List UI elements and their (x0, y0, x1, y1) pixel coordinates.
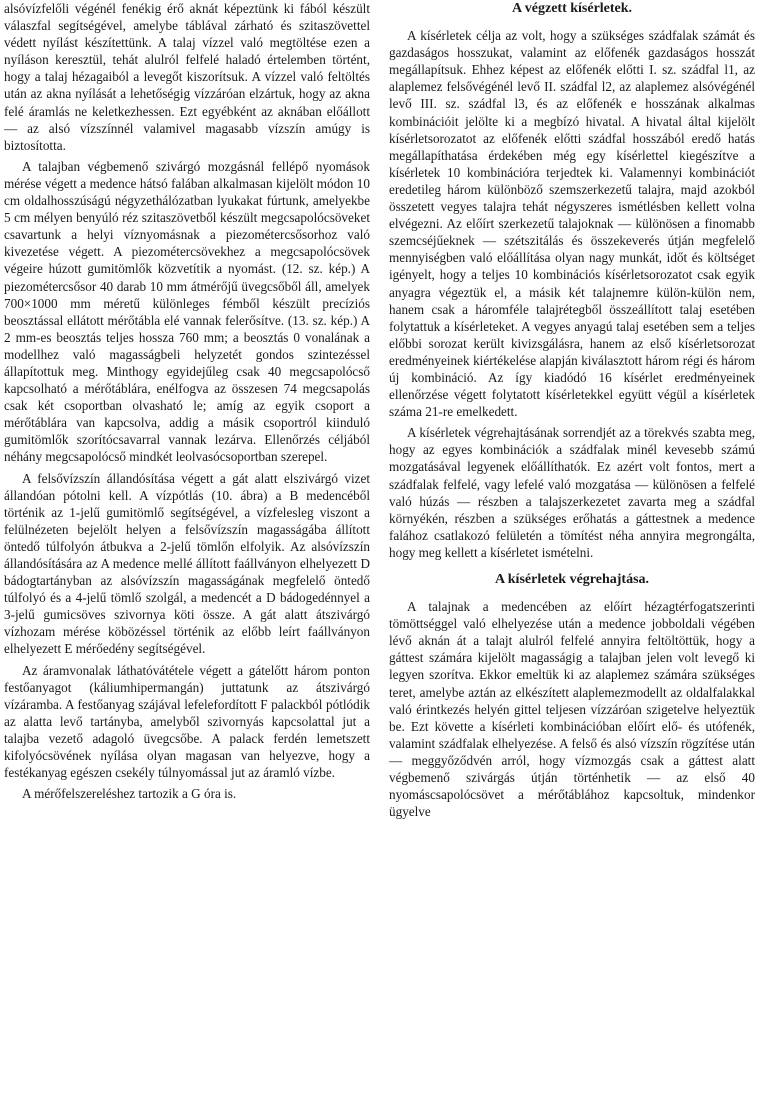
paragraph-clock: A mérőfelszereléshez tartozik a G óra is. (22, 786, 237, 802)
paragraph-streamlines: Az áramvonalak láthatóvátétele végett a gátelőtt három ponton festőanyagot (káliumhipermangán) juttatunk az átszivárgó vízáramba. A festőanyag szájával lefelefordított F palackból pótlódik az alatta levő tartányba, amelyből szivornyás kapcsolattal jut a talajba vezető adagoló üvegcsőbe. A palack ferdén lemetszett kifolyócsövének nyílása olyan magasan van helyezve, hogy a festékanyag egészen csekély túlnyomással jut az áramló vízbe. (4, 662, 370, 781)
paragraph-piezometer: A talajban végbemenő szivárgó mozgásnál fellépő nyomások mérése végett a medence hátsó falában alkalmasan kijelölt módon 10 cm oldalhosszúságú négyzethálózatban lyukakat fúrtunk, amelyekbe 5 cm mélyen benyúló réz szitaszövetből készült megcsapolócsöveket csavartunk a helyi víznyomásnak a piezométercsősorhoz való kivezetése végett. A piezométercsövekhez a megcsapolócsövek végeire húzott gumitömlők közvetítik a nyomást. (12. sz. kép.) A piezométercsősor 40 darab 10 mm átmérőjű üvegcsőből áll, amelyek 700×1000 mm méretű különleges fémből készült precíziós beosztással ellátott mérőtábla elé vannak felerősítve. (13. sz. kép.) A 2 mm-es beosztás teljes hossza 760 mm; a beosztás 0 vonalának a modellhez való magasságbeli helyzetét gondos szintezéssel állapítottuk meg. Minthogy egyidejűleg csak 40 megcsapolócső kapcsolható a mérőtáblára, enélfogva az összesen 74 megcsapolás csak két csoportban olvasható le; amíg az egyik csoport a mérőtáblára van kapcsolva, addig a másik csoportról kiinduló gumitömlők szorítócsavarral vannak lezárva. Ellenőrzés céljából néhány megcsapolócső mindkét leolvasócsoportban szerepel. (4, 158, 370, 465)
paragraph-water-level: A felsővízszín állandósítása végett a gát alatt elszivárgó vizet állandóan pótolni kell. A vízpótlás (10. ábra) a B medencéből történik az 1-jelű gumitömlő segítségével, a vízfelesleg viszont a felülnézeten bejelölt helyen a felsővízszín magasságába állított öntedő túlfolyón átbukva a 2-jelű tömlőn elfolyik. Az alsóvízszín állandósítására az A medence mellé állított faállványon elhelyezett D bádogtartányban az alsóvízszín magasságának megfelelő öntedő túlfolyó és a 4-jelű tömlő szolgál, a medencét a D bádogedénnyel a 3-jelű gumicsöves szivornya köti össze. A gát alatt átszivárgó vízhozam mérése köbözéssel történik az előbb leírt faállványon elhelyezett E mérőedény segítségével. (4, 470, 370, 657)
paragraph-execution: A talajnak a medencében az előírt hézagtérfogatszerinti tömöttséggel való elhelyezése után a medence jobboldali végében lévő aknán át a talajt alulról felfelé annyira feltöltöttük, hogy a gáttest számára kijelölt magasságig a talajban jelen volt levegő ki legyen szorítva. Ekkor emeltük ki az alaplemez számára szükséges teret, amelybe aztán az elkészített alaplemezmodellt az oldalfalakkal való érintkezés helyén gittel teljesen vízzáróan szigetelve helyeztük be. Ezt követte a kísérleti kombinációban előírt elő- és utófenék, valamint szádfalak elhelyezése. A felső és alsó vízszín rögzítése után — meggyőződvén arról, hogy vízmozgás csak a gáttest alatt végbemenő szivárgás útján történhetik — az első 40 nyomáscsapolócsövet a mérőtáblához kapcsoltuk, mindenkor ügyelve (389, 599, 755, 820)
paragraph-continuation: alsóvízfelőli végénél fenékig érő aknát képeztünk ki fából készült válaszfal segítségével, amelybe táblával zárható és szitaszövettel védett nyílást készítettünk. A talaj vízzel való megtöltése ezen a nyíláson keresztül, tehát alulról felfelé haladó értelemben történt, hogy a talaj hézagaiból a levegőt kiszorítsuk. A vízzel való feltöltés után az akna nyílását a lehetőségig vízzáróan elzártuk, hogy az akna felé áramlás ne keletkezhessen. Ezt egyébként az aknában előállott — az alsó vízszínnél valamivel magasabb vízszín amúgy is biztosította. (4, 1, 370, 153)
left-column (4, 0, 370, 802)
paragraph-experiment-order: A kísérletek végrehajtásának sorrendjét az a törekvés szabta meg, hogy az egyes kombinációk a szádfalak minél kevesebb számú mozgatásával legyenek előállíthatók. Ez azért volt fontos, mert a szádfalak felfelé, vagy lefelé való mozgatása — különösen a felfelé való húzás — részben a talajszerkezetet zavarta meg a szádfal környékén, részben a szükséges erőhatás a gáttestnek a medence falához csatlakozó felületén a tömítést néha annyira megrongálta, hogy meg kellett a kísérletet ismételni. (389, 425, 755, 560)
paragraph-experiment-goals: A kísérletek célja az volt, hogy a szükséges szádfalak számát és gazdaságos hosszukat, valamint az előfenék gazdaságos hosszát megállapítsuk. Ehhez képest az előfenék előtti I. sz. szádfal l1, az alaplemez felsővégénél levő II. szádfal l2, az alaplemez alsóvégénél levő III. sz. szádfal l3, és az előfenék e hosszának alkalmas kombinációit jelölte ki a megbízó hivatal. A hivatal által kijelölt kísérletsorozatot az előfenék előtti szádfal hosszából eredő hatás megállapíthatása érdekében még egy kísérlettel kiegészítve a kísérletek 10 kombinációra terjedtek ki. Valamennyi kombinációt eredetileg három különböző szemszerkezetű talajra, majd azokból összetett vegyes talajra tehát négyszeres ismétlésben kellett volna elvégezni. Az előírt szerkezetű talajoknak — különösen a finomabb szemcséjűeknek — szétszitálás és összekeverés útján megfelelő mennyiségben való előállítása olyan nagy munkát, időt és költséget igényelt, hogy a teljes 10 kombinációs kísérletsorozatot csak egyik anyagra végeztük el, a másik két talajnemre külön-külön nem, hanem csak a háromféle talajrétegből összeállított talaj esetében folytattuk a kísérleteket. A vegyes anyagú talaj esetében sem a teljes előbbi sorozat került kivizsgálásra, hanem az első kísérletsorozat eredményeinek kiértékelése alapján kiválasztott három régi és három új kombináció. Az így kiadódó 16 kísérlet eredményeinek ellenőrzése végett folytatott kísérletekkel együtt végül a kísérletek száma 21-re emelkedett. (389, 28, 755, 420)
section-heading-execution: A kísérletek végrehajtása. (494, 572, 650, 587)
right-column (389, 0, 755, 820)
section-heading-experiments: A végzett kísérletek. (511, 1, 633, 16)
